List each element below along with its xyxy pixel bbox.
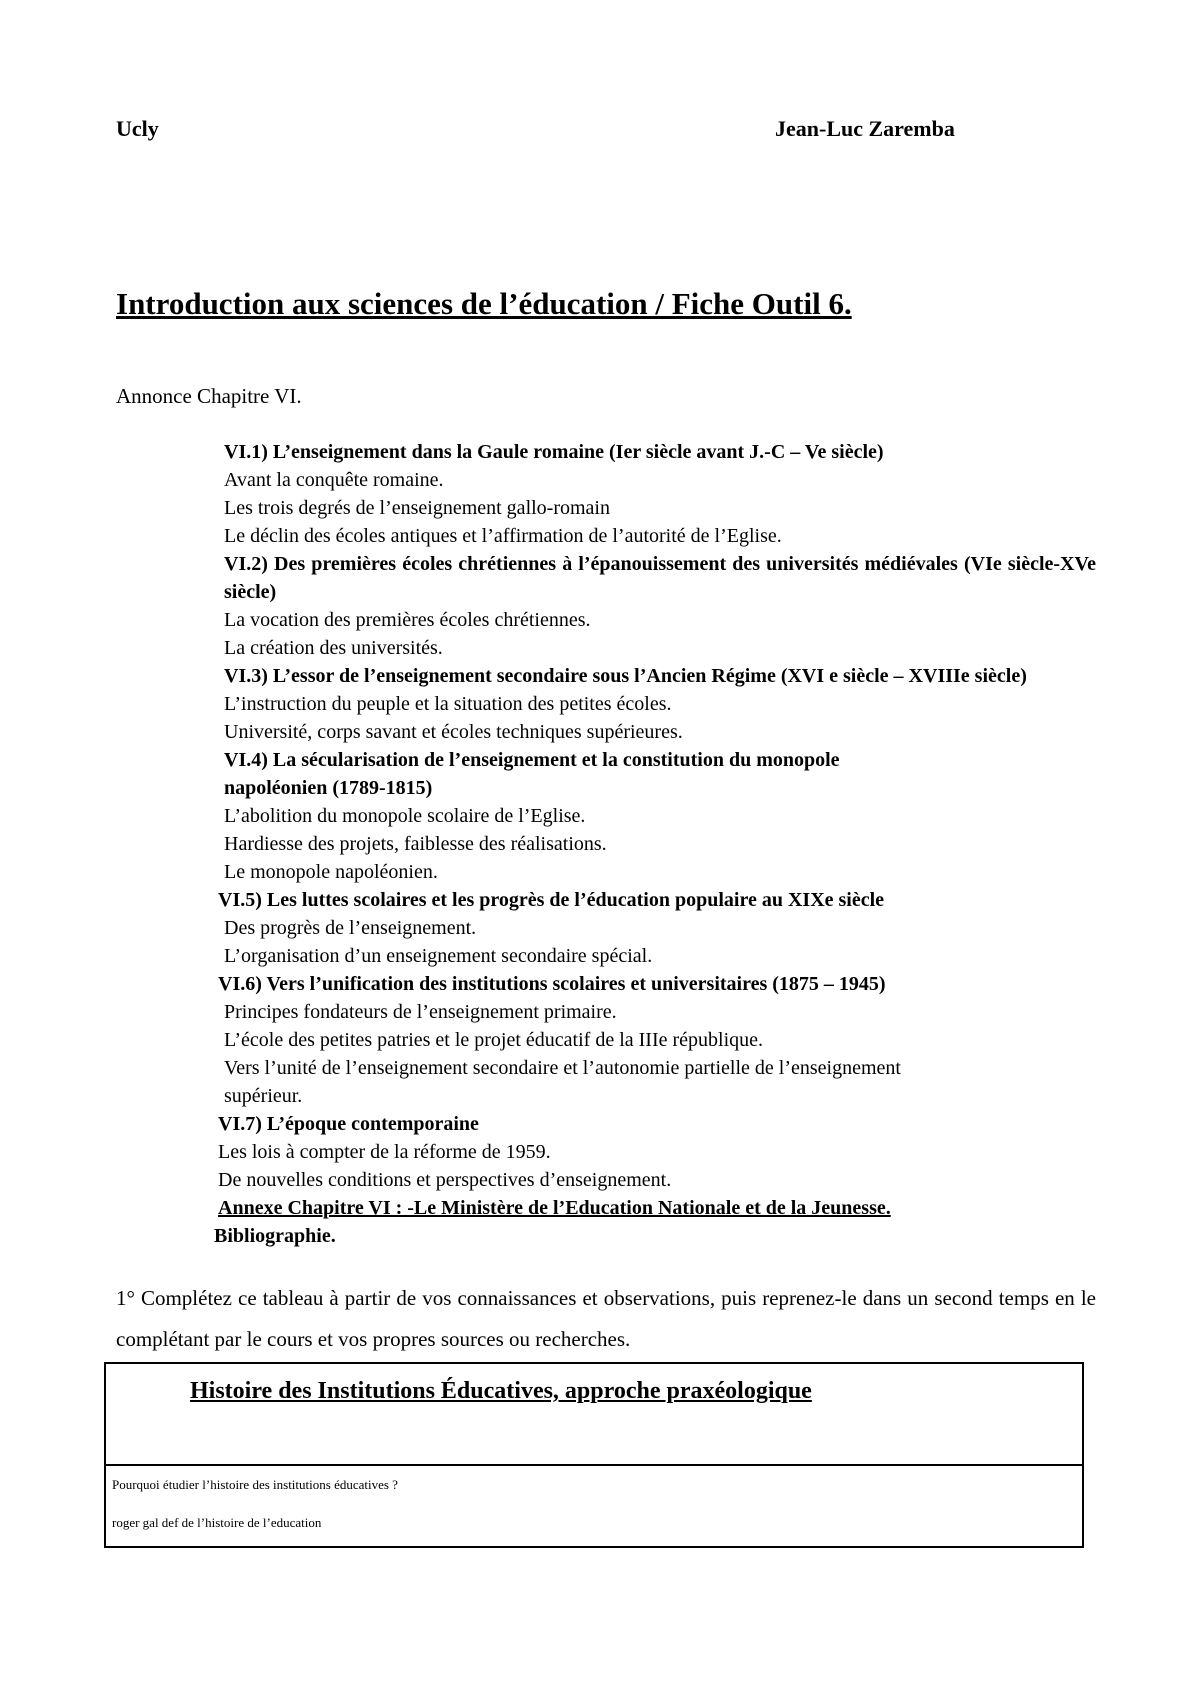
- chapter-heading: VI.3) L’essor de l’enseignement secondaire sous l’Ancien Régime (XVI e siècle – XVIIIe siècle): [224, 665, 1027, 687]
- chapter-item: L’organisation d’un enseignement secondaire spécial.: [224, 945, 653, 967]
- chapter-heading: VI.2) Des premières écoles chrétiennes à l’épanouissement des universités médiévales (VIe siècle-XVe siècle): [224, 553, 1096, 603]
- table-title: Histoire des Institutions Éducatives, approche praxéologique: [190, 1378, 812, 1404]
- page-title: Introduction aux sciences de l’éducation / Fiche Outil 6.: [116, 286, 852, 321]
- chapter-item: L’instruction du peuple et la situation des petites écoles.: [224, 693, 672, 715]
- chapter-item: Avant la conquête romaine.: [224, 469, 444, 491]
- chapter-item: L’abolition du monopole scolaire de l’Eglise.: [224, 805, 586, 827]
- header-left-text: Ucly: [116, 116, 159, 141]
- chapter-announcement: Annonce Chapitre VI.: [116, 384, 302, 408]
- chapter-item: De nouvelles conditions et perspectives d’enseignement.: [218, 1169, 672, 1191]
- chapter-outline: [214, 438, 1096, 1250]
- chapter-heading: VI.4) La sécularisation de l’enseignement et la constitution du monopole napoléonien (1789-1815): [224, 749, 840, 799]
- chapter-item: La création des universités.: [224, 637, 443, 659]
- chapter-heading: VI.7) L’époque contemporaine: [218, 1113, 479, 1135]
- chapter-item: Le déclin des écoles antiques et l’affirmation de l’autorité de l’Eglise.: [224, 525, 782, 547]
- table-question: Pourquoi étudier l’histoire des institutions éducatives ?: [112, 1477, 398, 1492]
- chapter-item: Principes fondateurs de l’enseignement primaire.: [224, 1001, 617, 1023]
- chapter-heading: VI.6) Vers l’unification des institutions scolaires et universitaires (1875 – 1945): [218, 973, 886, 995]
- chapter-heading: VI.1) L’enseignement dans la Gaule romaine (Ier siècle avant J.-C – Ve siècle): [224, 441, 884, 463]
- chapter-item: Vers l’unité de l’enseignement secondaire et l’autonomie partielle de l’enseignement supérieur.: [224, 1057, 901, 1107]
- chapter-item: Le monopole napoléonien.: [224, 861, 438, 883]
- table-body-cell: [106, 1466, 1082, 1562]
- chapter-item: Université, corps savant et écoles techniques supérieures.: [224, 721, 683, 743]
- chapter-heading: VI.5) Les luttes scolaires et les progrès de l’éducation populaire au XIXe siècle: [218, 889, 885, 911]
- bibliography-heading: Bibliographie.: [214, 1225, 336, 1247]
- chapter-item: Les trois degrés de l’enseignement gallo-romain: [224, 497, 610, 519]
- exercise-table: [104, 1362, 1084, 1548]
- table-answer: roger gal def de l’histoire de l’education: [112, 1515, 322, 1530]
- chapter-item: Les lois à compter de la réforme de 1959.: [218, 1141, 551, 1163]
- table-header-cell: [106, 1364, 1082, 1466]
- annex-link: Annexe Chapitre VI : -Le Ministère de l’Education Nationale et de la Jeunesse.: [218, 1197, 891, 1219]
- instruction-text: 1° Complétez ce tableau à partir de vos connaissances et observations, puis reprenez-le dans un second temps en le complétant par le cours et vos propres sources ou recherches.: [116, 1286, 1096, 1351]
- chapter-item: Hardiesse des projets, faiblesse des réalisations.: [224, 833, 607, 855]
- chapter-item: La vocation des premières écoles chrétiennes.: [224, 609, 591, 631]
- header-author: Jean-Luc Zaremba: [775, 116, 955, 141]
- chapter-item: L’école des petites patries et le projet éducatif de la IIIe république.: [224, 1029, 764, 1051]
- chapter-item: Des progrès de l’enseignement.: [224, 917, 477, 939]
